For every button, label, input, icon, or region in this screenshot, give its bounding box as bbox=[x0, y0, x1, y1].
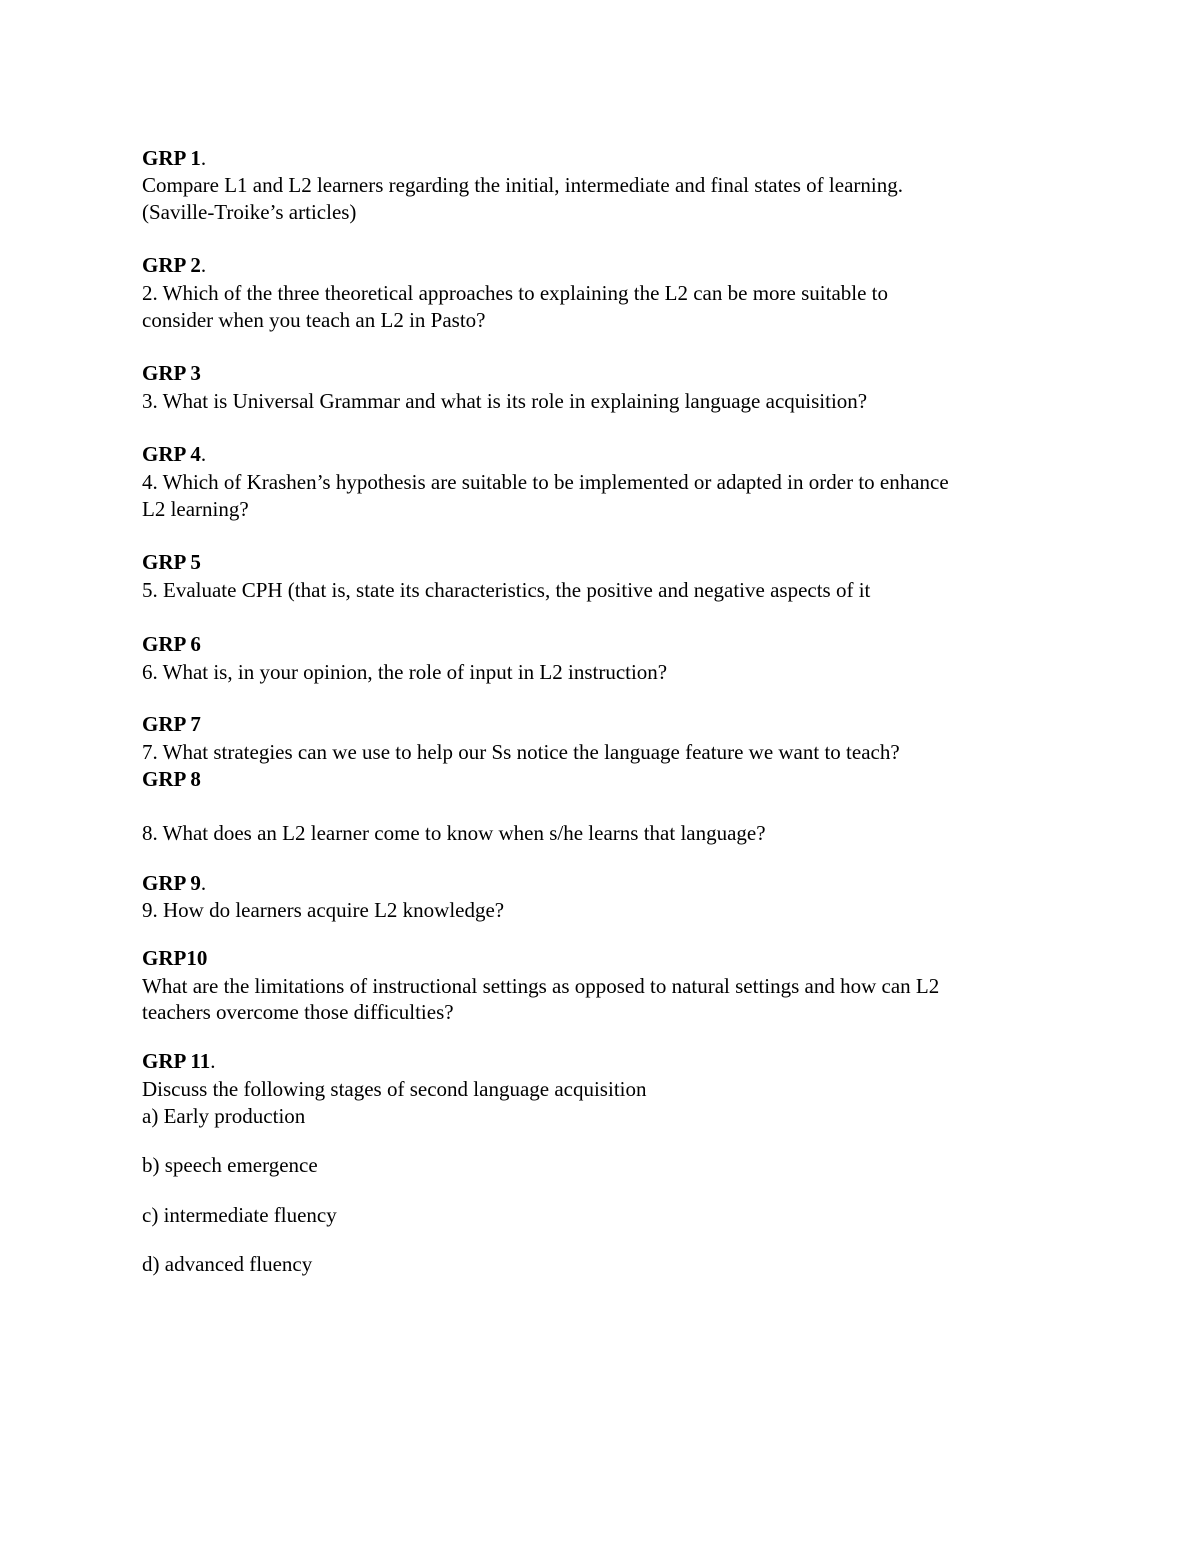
group-8-heading-text: GRP 8 bbox=[142, 767, 201, 791]
group-5-heading-text: GRP 5 bbox=[142, 550, 201, 574]
group-5-line-1: 5. Evaluate CPH (that is, state its characteristics, the positive and negative aspects of it bbox=[142, 578, 871, 602]
group-9-heading bbox=[142, 870, 206, 896]
group-11-item-d: d) advanced fluency bbox=[142, 1252, 313, 1276]
group-2-heading bbox=[142, 252, 206, 278]
group-1-heading-text: GRP 1 bbox=[142, 146, 201, 170]
group-1-line-1: Compare L1 and L2 learners regarding the initial, intermediate and final states of learning. bbox=[142, 173, 903, 197]
group-6-heading-text: GRP 6 bbox=[142, 632, 201, 656]
group-11-heading-text: GRP 11 bbox=[142, 1049, 211, 1073]
group-11-line-1: Discuss the following stages of second language acquisition bbox=[142, 1077, 647, 1101]
group-2-heading-suffix: . bbox=[200, 253, 207, 277]
group-1-heading-suffix: . bbox=[200, 146, 207, 170]
group-11-item-a: a) Early production bbox=[142, 1104, 306, 1128]
group-11-heading bbox=[142, 1048, 216, 1074]
group-6-line-1: 6. What is, in your opinion, the role of input in L2 instruction? bbox=[142, 660, 668, 684]
group-11-heading-suffix: . bbox=[210, 1049, 216, 1073]
group-2-line-2: consider when you teach an L2 in Pasto? bbox=[142, 308, 486, 332]
group-8-heading bbox=[142, 766, 201, 792]
group-1-heading bbox=[142, 145, 206, 171]
group-10-line-2: teachers overcome those difficulties? bbox=[142, 1000, 454, 1024]
group-8-line-1: 8. What does an L2 learner come to know when s/he learns that language? bbox=[142, 821, 766, 845]
group-7-heading-text: GRP 7 bbox=[142, 712, 201, 736]
group-4-heading-suffix: . bbox=[200, 442, 207, 466]
group-1-line-2: (Saville-Troike’s articles) bbox=[142, 200, 357, 224]
group-9-line-1: 9. How do learners acquire L2 knowledge? bbox=[142, 898, 505, 922]
group-3-heading-text: GRP 3 bbox=[142, 361, 201, 385]
group-10-heading bbox=[142, 945, 207, 971]
group-7-line-1: 7. What strategies can we use to help our Ss notice the language feature we want to teach? bbox=[142, 740, 900, 764]
group-11-item-b: b) speech emergence bbox=[142, 1153, 318, 1177]
group-5-heading bbox=[142, 549, 201, 575]
group-11-item-c: c) intermediate fluency bbox=[142, 1203, 337, 1227]
group-9-heading-suffix: . bbox=[200, 871, 207, 895]
group-2-heading-text: GRP 2 bbox=[142, 253, 201, 277]
group-4-line-1: 4. Which of Krashen’s hypothesis are suitable to be implemented or adapted in order to enhance bbox=[142, 470, 949, 494]
group-2-line-1: 2. Which of the three theoretical approaches to explaining the L2 can be more suitable to bbox=[142, 281, 889, 305]
group-3-line-1: 3. What is Universal Grammar and what is its role in explaining language acquisition? bbox=[142, 389, 868, 413]
group-10-line-1: What are the limitations of instructional settings as opposed to natural settings and how can L2 bbox=[142, 974, 940, 998]
group-4-line-2: L2 learning? bbox=[142, 497, 249, 521]
group-10-heading-text: GRP10 bbox=[142, 946, 208, 970]
group-4-heading bbox=[142, 441, 206, 467]
group-4-heading-text: GRP 4 bbox=[142, 442, 201, 466]
group-9-heading-text: GRP 9 bbox=[142, 871, 201, 895]
group-7-heading bbox=[142, 711, 201, 737]
group-6-heading bbox=[142, 631, 201, 657]
group-3-heading bbox=[142, 360, 201, 386]
